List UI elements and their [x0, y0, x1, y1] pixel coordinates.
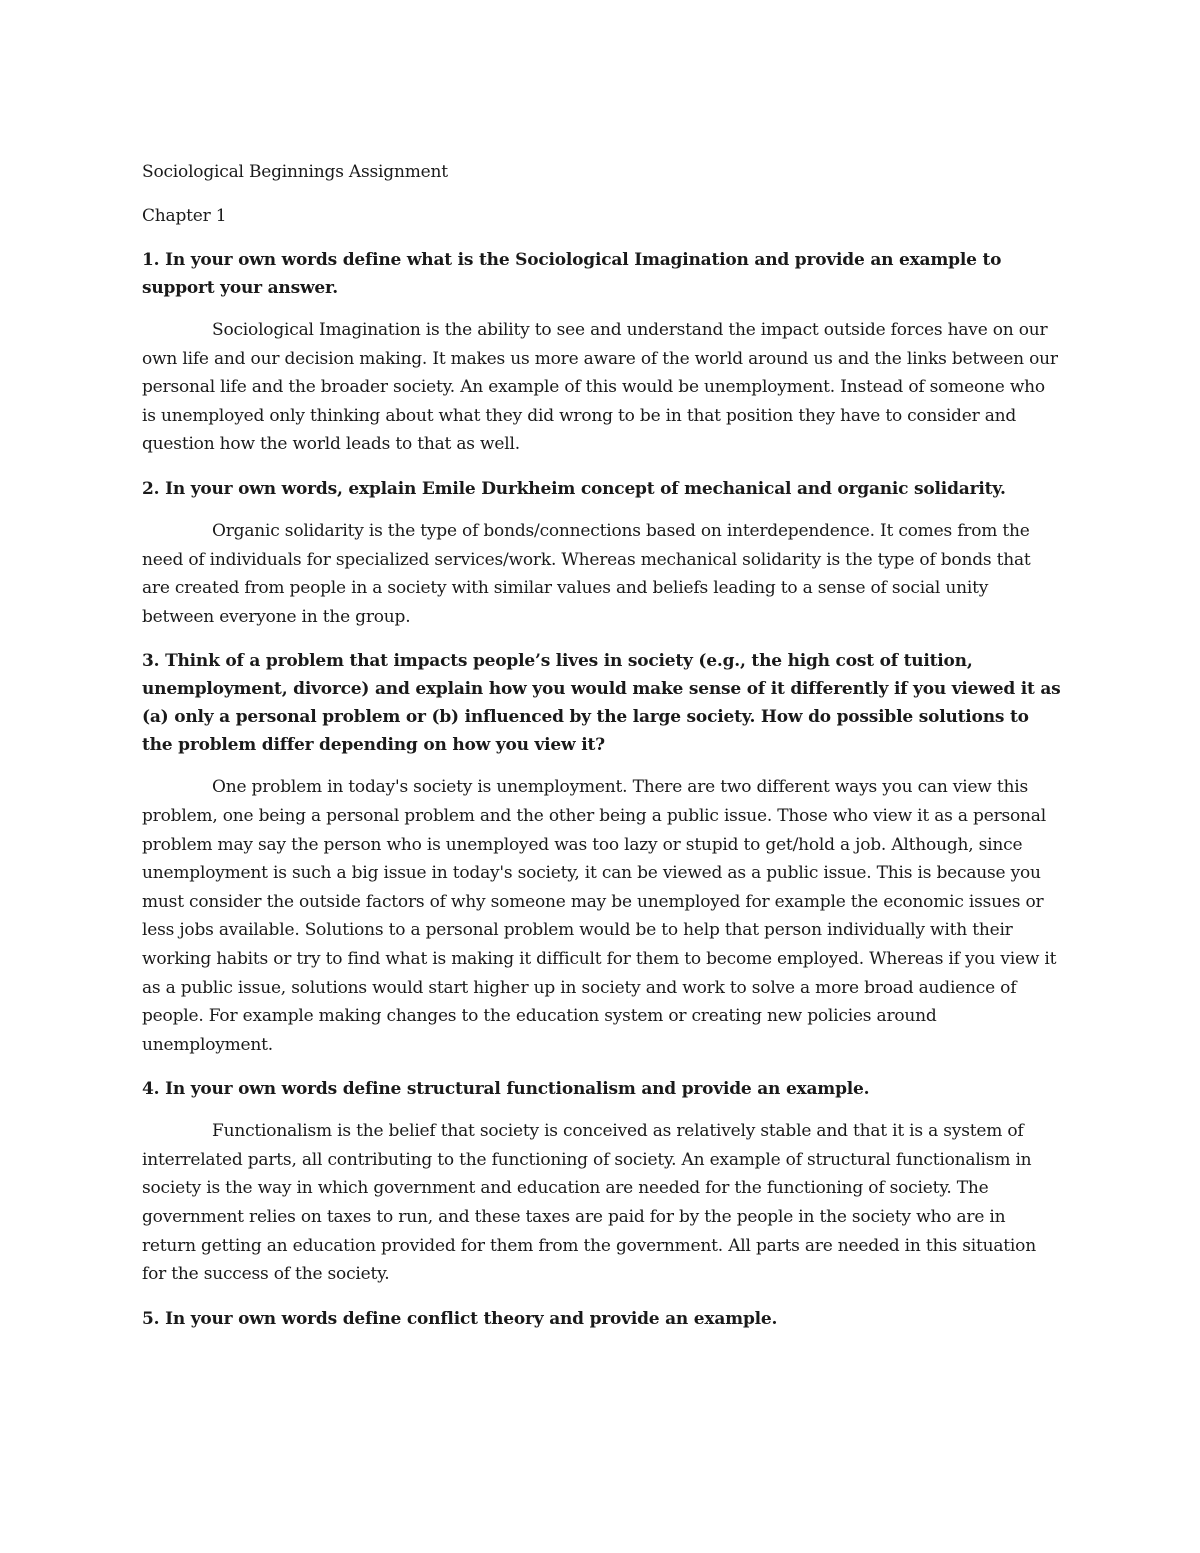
- chapter-heading: Chapter 1: [142, 206, 227, 226]
- document-title: Sociological Beginnings Assignment: [142, 162, 448, 182]
- document-body: [142, 158, 1062, 1333]
- answer-1: Sociological Imagination is the ability to see and understand the impact outside forces have on our own life and our decision making. It makes us more aware of the world around us and the links between our personal life and the broader society. An example of this would be unemployment. Instead of someone who is unemployed only thinking about what they did wrong to be in that position they have to consider and question how the world leads to that as well.: [142, 320, 1058, 455]
- question-4: 4. In your own words define structural functionalism and provide an example.: [142, 1079, 870, 1100]
- question-3: 3. Think of a problem that impacts people’s lives in society (e.g., the high cost of tuition, unemployment, divorce) and explain how you would make sense of it differently if you viewed it as (a) only a personal problem or (b) influenced by the large society. How do possible solutions to the problem differ depending on how you view it?: [142, 651, 1061, 756]
- question-2: 2. In your own words, explain Emile Durkheim concept of mechanical and organic solidarity.: [142, 478, 1006, 499]
- question-1: 1. In your own words define what is the Sociological Imagination and provide an example to support your answer.: [142, 250, 1002, 298]
- answer-3: One problem in today's society is unemployment. There are two different ways you can view this problem, one being a personal problem and the other being a public issue. Those who view it as a personal problem may say the person who is unemployed was too lazy or stupid to get/hold a job. Although, since unemployment is such a big issue in today's society, it can be viewed as a public issue. This is because you must consider the outside factors of why someone may be unemployed for example the economic issues or less jobs available. Solutions to a personal problem would be to help that person individually with their working habits or try to find what is making it difficult for them to become employed. Whereas if you view it as a public issue, solutions would start higher up in society and work to solve a more broad audience of people. For example making changes to the education system or creating new policies around unemployment.: [142, 777, 1057, 1055]
- answer-4: Functionalism is the belief that society is conceived as relatively stable and that it is a system of interrelated parts, all contributing to the functioning of society. An example of structural functionalism in society is the way in which government and education are needed for the functioning of society. The government relies on taxes to run, and these taxes are paid for by the people in the society who are in return getting an education provided for them from the government. All parts are needed in this situation for the success of the society.: [142, 1121, 1036, 1285]
- answer-2: Organic solidarity is the type of bonds/connections based on interdependence. It comes from the need of individuals for specialized services/work. Whereas mechanical solidarity is the type of bonds that are created from people in a society with similar values and beliefs leading to a sense of social unity between everyone in the group.: [142, 520, 1031, 627]
- question-5: 5. In your own words define conflict theory and provide an example.: [142, 1308, 778, 1329]
